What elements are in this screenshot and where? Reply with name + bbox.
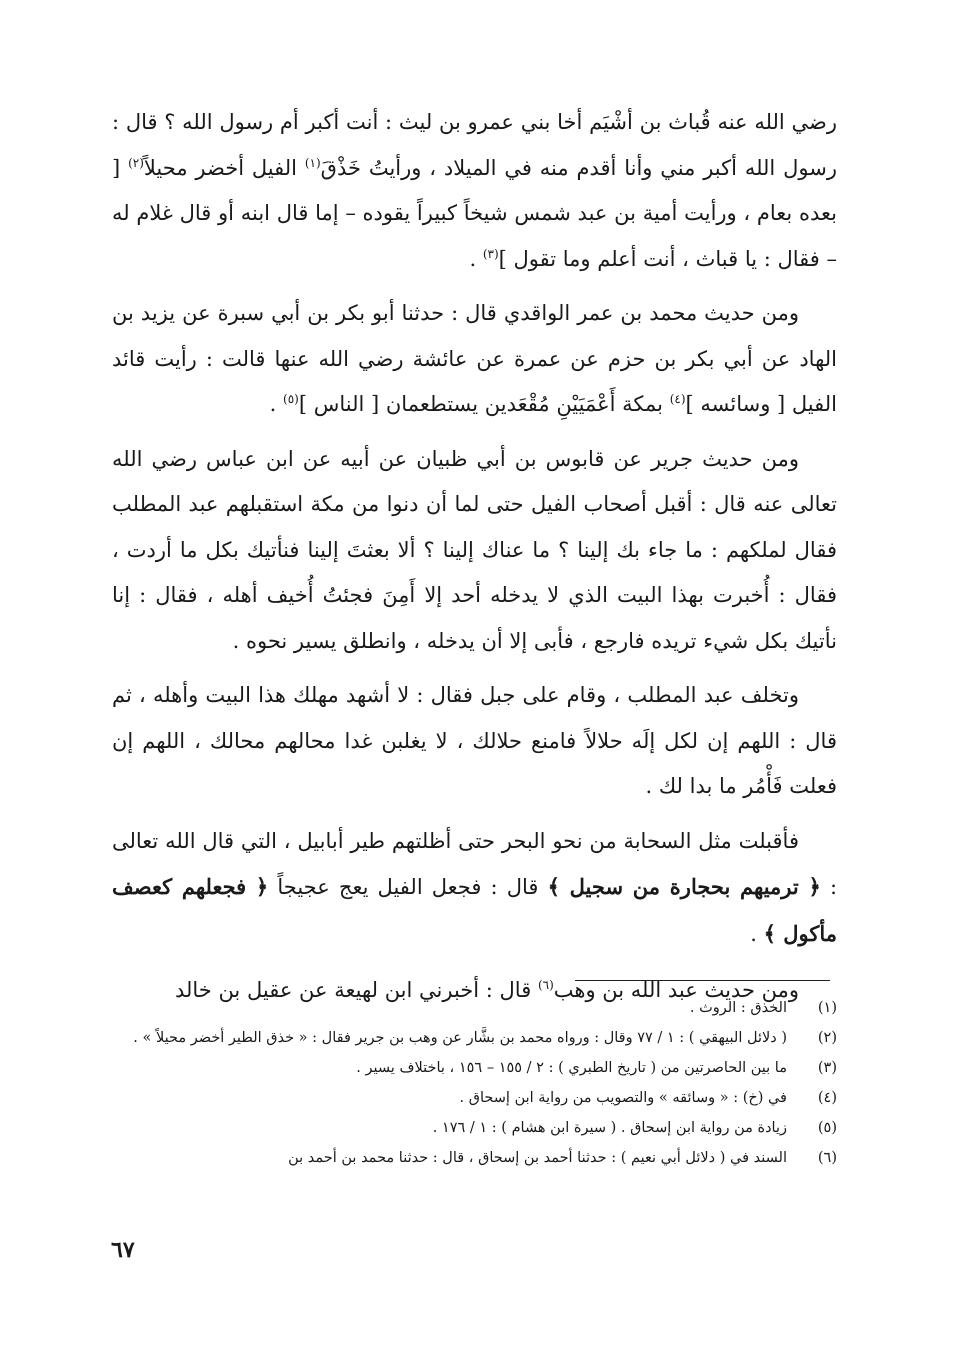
footnote-separator [575, 980, 830, 981]
footnote [112, 1113, 837, 1143]
text-line: قال : أخبرني ابن لهيعة عن عقيل بن خالد [174, 978, 532, 1002]
footnote-number: (٣) [817, 1060, 837, 1076]
footnote-number: (٥) [817, 1120, 837, 1136]
text-line: ثم قال : اللهم إن لكل إلَه حلالاً فامنع حلالك ، لا يغلبن غدا محالهم محالك ، اللهم [112, 683, 837, 753]
text-line: . [750, 921, 757, 946]
main-text [112, 100, 837, 1014]
text-line: [ بعده بعام ، ورأيت أمية بن عبد شمس شيخاً كبيراً يقوده – إما قال ابنه [112, 155, 837, 225]
footnote [112, 1083, 837, 1113]
footnote-ref[interactable]: (٥) [283, 392, 299, 406]
footnote-text: ( دلائل البيهقي ) : ١ / ٧٧ وقال : ورواه محمد بن بشَّار عن وهب بن جرير فقال : « خذق الطير أخضر محيلاً » . [133, 1030, 787, 1046]
footnote [112, 1023, 837, 1053]
text-line: فأقبلت مثل السحابة من نحو البحر حتى أظلتهم طير أبابيل ، التي قال الله [165, 828, 799, 853]
paragraph-3 [112, 437, 837, 665]
footnote [112, 993, 837, 1023]
footnote-ref[interactable]: (٢) [128, 155, 144, 170]
footnote-text: في (خ) : « وسائقه » والتصويب من رواية ابن إسحاق . [459, 1090, 787, 1106]
quran-quote: ﴿ فجعلهم كعصف مأكول ﴾ [112, 874, 837, 946]
footnote [112, 1143, 837, 1173]
footnotes [112, 993, 837, 1173]
text-line: . [269, 392, 277, 416]
text-line: إنا نأتيك بكل شيء تريده فارجع ، فأبى إلا أن يدخله ، وانطلق يسير نحوه . [112, 583, 837, 653]
footnote [112, 1053, 837, 1083]
text-line: وتخلف عبد المطلب ، وقام على جبل فقال : لا أشهد مهلك هذا البيت وأهله ، [139, 683, 799, 707]
text-line: فقال لملكهم : ما جاء بك إلينا ؟ ما عناك إلينا ؟ ألا بعثتَ إلينا فنأتيك بكل ما أردت ، [112, 537, 837, 562]
text-line: تعالى عنه قال : أقبل أصحاب الفيل حتى لما أن دنوا من مكة استقبلهم عبد المطلب [112, 492, 837, 516]
footnote-number: (٦) [817, 1150, 837, 1166]
footnote-number: (١) [817, 1000, 837, 1016]
text-line: قال : فجعل الفيل يعج عجيجاً [277, 875, 539, 899]
paragraph-4 [112, 673, 837, 810]
footnote-text: الخذق : الروث . [689, 1000, 787, 1016]
page-number: ٦٧ [111, 1237, 135, 1263]
text-line: يزيد بن الهاد عن أبي بكر بن حزم عن عمرة عن عائشة رضي الله عنها قالت : [112, 301, 837, 371]
paragraph-1 [112, 100, 837, 282]
text-line: أو قال غلام له – فقال : يا قباث ، أنت أعلم وما تقول ] [112, 201, 837, 271]
text-line: ومن حديث عبد الله بن وهب [553, 978, 799, 1002]
quran-quote: ﴿ ترميهم بحجارة من سجيل ﴾ [547, 874, 821, 899]
text-line: إن فعلت فَأْمُر ما بدا لك . [112, 728, 837, 798]
footnote-number: (٢) [817, 1030, 837, 1046]
text-line: الفيل أخضر محيلاً [143, 155, 297, 180]
text-line: فقال : أُخبرت بهذا البيت الذي لا يدخله أحد إلا أَمِنَ فجئتُ أُخيف أهله ، فقال : [139, 583, 837, 607]
text-line: بمكة أَعْمَيَيْنِ مُقْعَدين يستطعمان [ الناس ] [298, 392, 663, 416]
text-line: رضي الله عنه قُباث بن أشْيَم أخا بني عمرو بن ليث : أنت أكبر أم رسول الله ؟ [164, 110, 837, 134]
footnote-text: السند في ( دلائل أبي نعيم ) : حدثنا أحمد بن إسحاق ، قال : حدثنا محمد بن أحمد بن [288, 1150, 787, 1166]
footnote-number: (٤) [817, 1090, 837, 1106]
text-line: ومن حديث محمد بن عمر الواقدي قال : حدثنا أبو بكر بن أبي سبرة عن [182, 301, 799, 325]
paragraph-5 [112, 819, 837, 958]
text-line: تعالى : [112, 828, 838, 899]
text-line: رأيت قائد الفيل [ وسائسه ] [112, 346, 837, 416]
footnote-text: ما بين الحاصرتين من ( تاريخ الطبري ) : ٢ / ١٥٥ – ١٥٦ ، باختلاف يسير . [356, 1060, 787, 1076]
footnote-ref[interactable]: (٦) [537, 978, 554, 992]
text-line: قال : رسول الله أكبر مني وأنا أقدم منه في الميلاد ، ورأيتُ خَذْقَ [112, 110, 837, 180]
footnote-ref[interactable]: (٤) [669, 392, 686, 406]
text-line: ومن حديث جرير عن قابوس بن أبي ظبيان عن أبيه عن ابن عباس رضي الله [112, 446, 799, 471]
footnote-ref[interactable]: (١) [304, 155, 321, 170]
footnote-text: زيادة من رواية ابن إسحاق . ( سيرة ابن هشام ) : ١ / ١٧٦ . [432, 1120, 787, 1136]
text-line: . [469, 246, 477, 271]
footnote-ref[interactable]: (٣) [482, 246, 499, 261]
paragraph-2 [112, 291, 837, 428]
